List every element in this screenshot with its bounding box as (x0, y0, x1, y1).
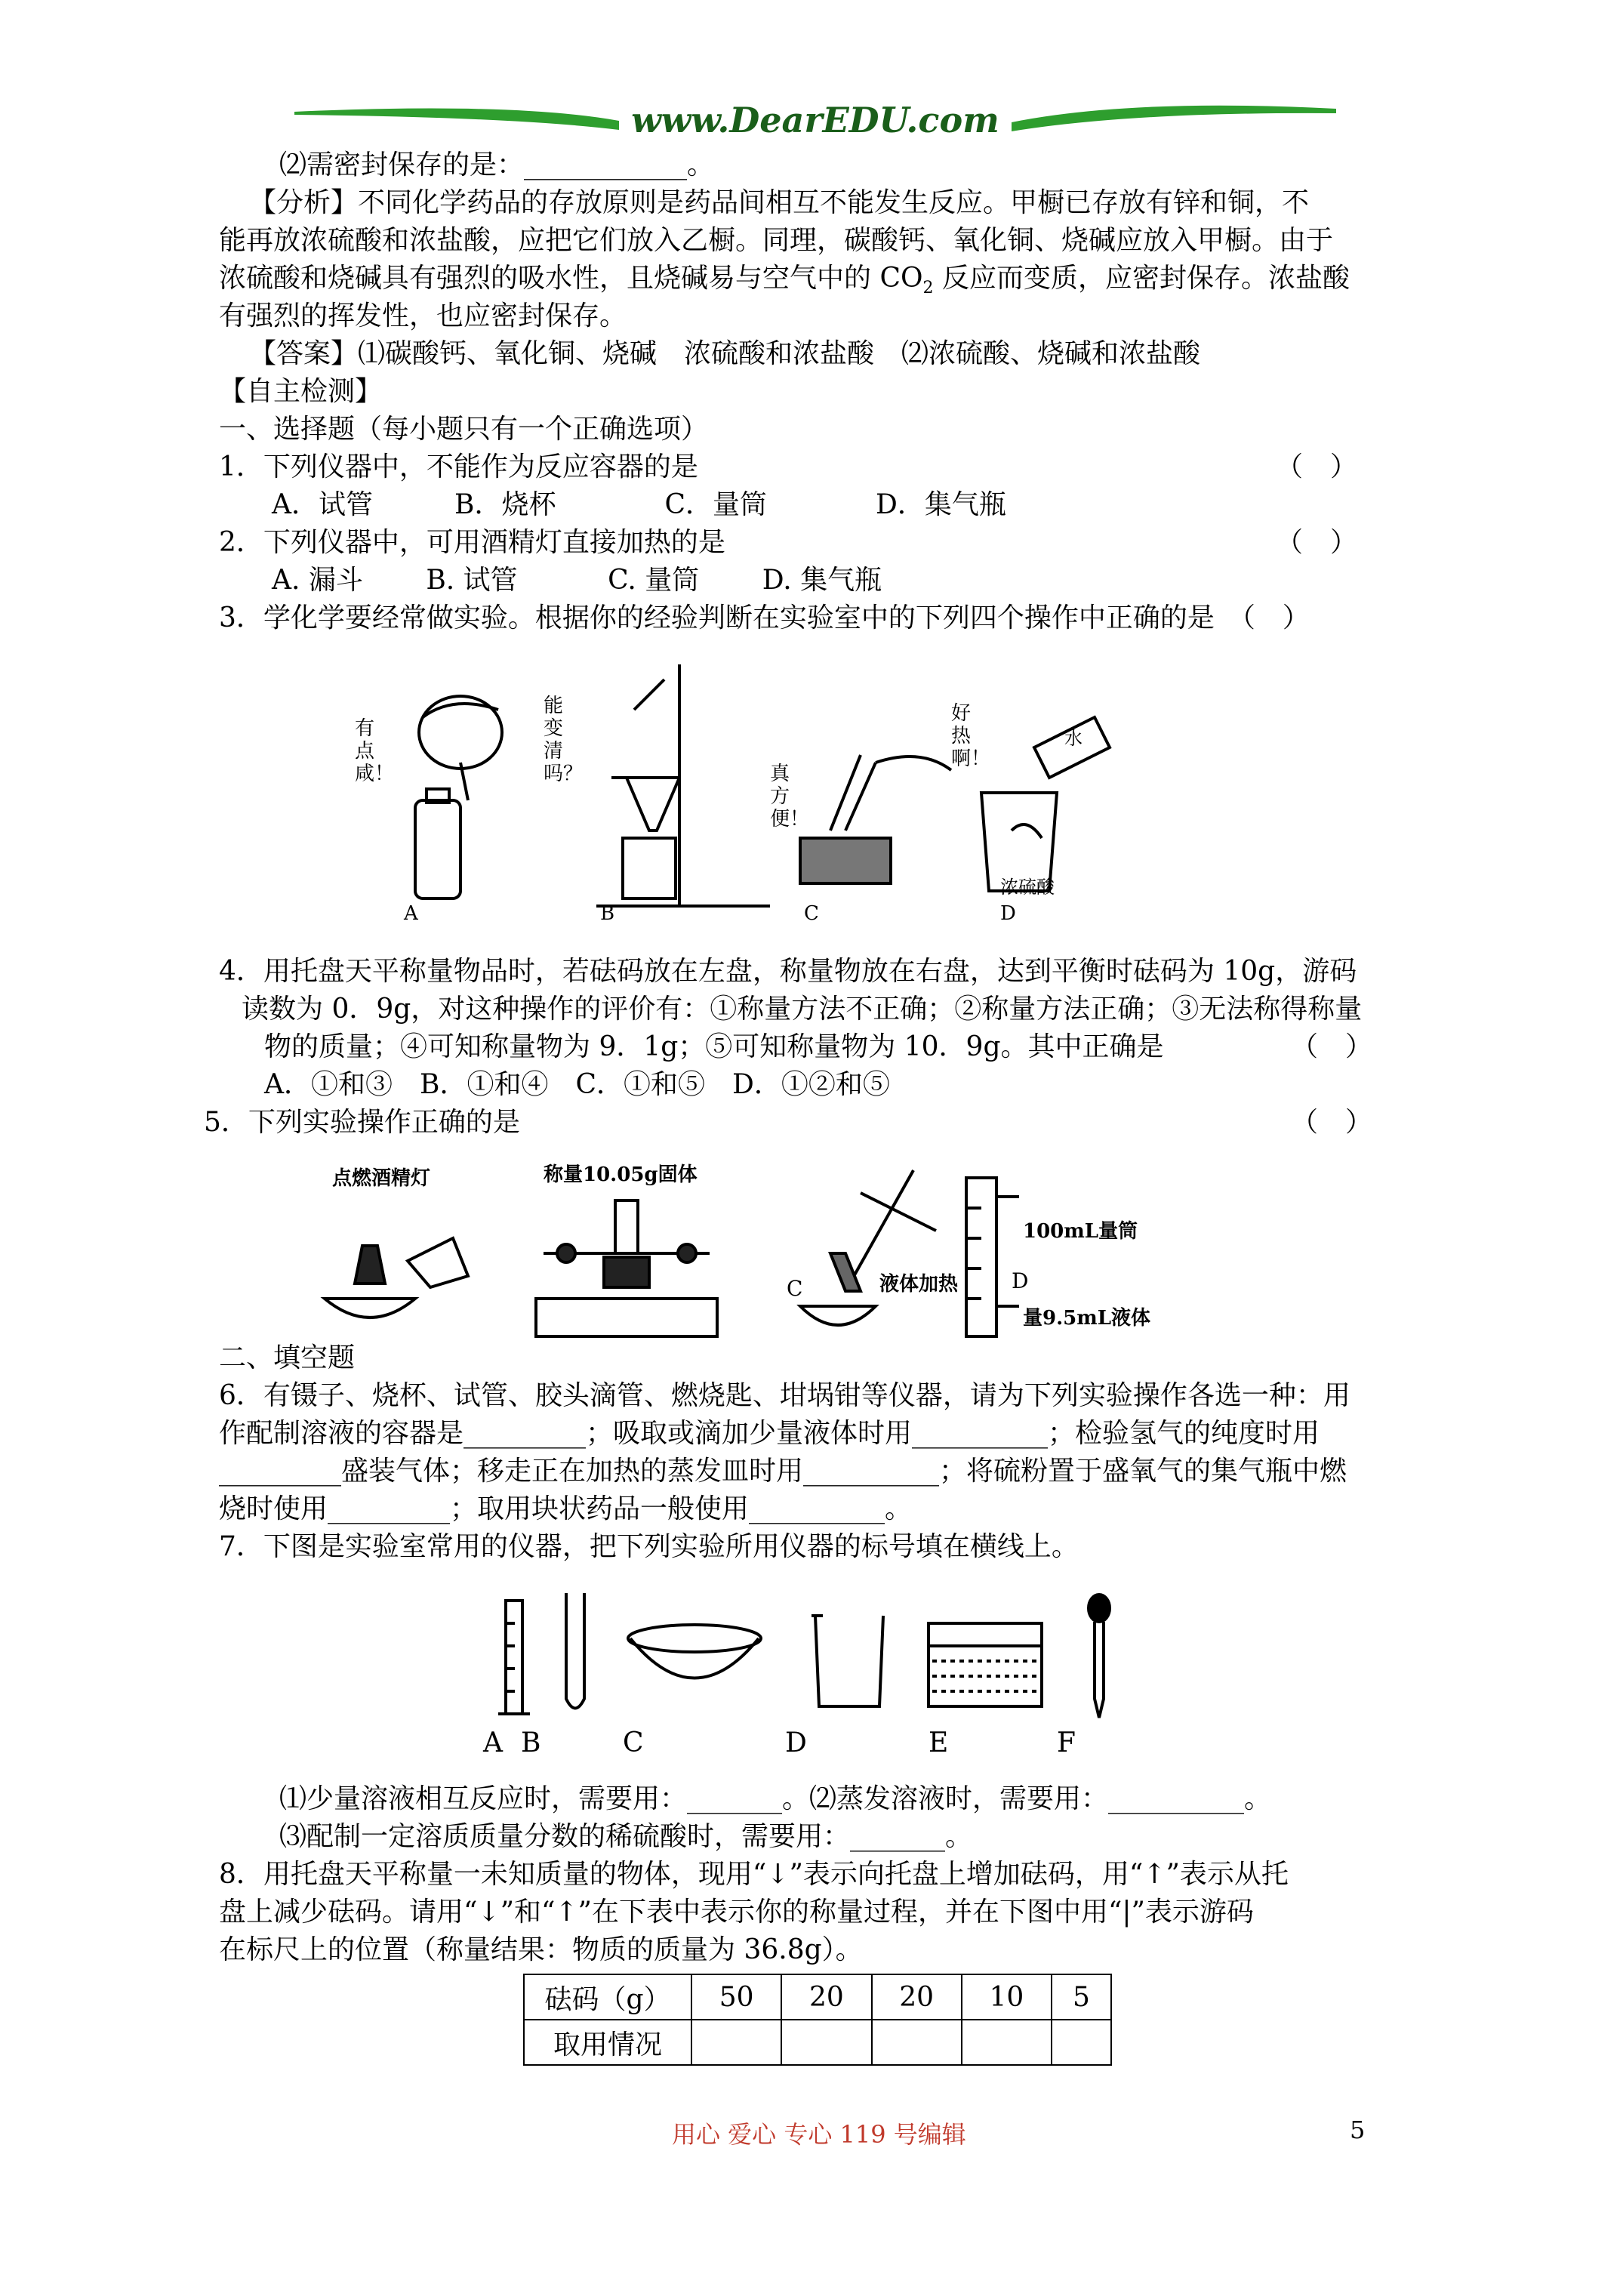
q7-illustration (468, 1586, 1147, 1721)
q5-d-bottom-caption: 量9.5mL液体 (1023, 1307, 1151, 1330)
q7-label-d: D (785, 1727, 807, 1758)
question-4-options: A．①和③ B．①和④ C．①和⑤ D．①②和⑤ (264, 1069, 890, 1100)
question-1-paren: （ ） (1276, 451, 1358, 482)
question-2-options: A. 漏斗 B. 试管 C. 量筒 D. 集气瓶 (272, 565, 882, 596)
answer-line: 【答案】⑴碳酸钙、氧化铜、烧碱 浓硫酸和浓盐酸 ⑵浓硫酸、烧碱和浓盐酸 (249, 338, 1201, 369)
weight-cell: 20 (781, 1974, 871, 2020)
evaporating-dish-icon (628, 1625, 761, 1678)
q3-c-caption: 真方便！ (770, 763, 810, 831)
q7-label-b: B (521, 1727, 541, 1758)
question-7-part-2: ⑶配制一定溶质质量分数的稀硫酸时，需要用：_______。 (279, 1821, 973, 1852)
question-8-line-3: 在标尺上的位置（称量结果：物质的质量为 36.8g）。 (219, 1934, 863, 1965)
q5-a-caption: 点燃酒精灯 (332, 1167, 431, 1190)
question-6-line-2: 作配制溶液的容器是_________；吸取或滴加少量液体时用__________；检验氢气的纯度时用 (219, 1418, 1320, 1449)
question-4-line-3: 物的质量；④可知称量物为 9．1g；⑤可知称量物为 10．9g。其中正确是 (264, 1031, 1164, 1062)
q3-d-caption: 好热啊！ (951, 702, 991, 770)
question-5-paren: （ ） (1291, 1107, 1373, 1138)
question-6-line-4: 烧时使用_________；取用块状药品一般使用__________。 (219, 1493, 913, 1524)
q3-label-c: C (804, 902, 819, 925)
analysis-line-1: 【分析】不同化学药品的存放原则是药品间相互不能发生反应。甲橱已存放有锌和铜，不 (249, 187, 1310, 218)
test-tube-icon (566, 1593, 584, 1709)
q3-c-powder-icon (800, 755, 951, 883)
q3-label-a: A (404, 902, 418, 925)
analysis-line-2: 能再放浓硫酸和浓盐酸，应把它们放入乙橱。同理，碳酸钙、氧化铜、烧碱应放入甲橱。由于 (219, 225, 1334, 256)
question-7: 7．下图是实验室常用的仪器，把下列实验所用仪器的标号填在横线上。 (219, 1531, 1079, 1562)
q5-c-caption: 液体加热 (879, 1273, 959, 1296)
basin-icon (929, 1623, 1042, 1706)
weights-header-label: 砝码（g） (524, 1974, 691, 2020)
q7-label-c: C (623, 1727, 644, 1758)
question-1: 1．下列仪器中，不能作为反应容器的是 (219, 451, 698, 482)
question-4-paren: （ ） (1291, 1031, 1373, 1062)
beaker-icon (812, 1616, 883, 1706)
q3-a-smell-icon (415, 696, 502, 898)
question-3: 3．学化学要经常做实验。根据你的经验判断在实验室中的下列四个操作中正确的是 （ ） (219, 603, 1310, 633)
q7-figure (468, 1586, 1147, 1774)
q7-label-a: A (483, 1727, 503, 1758)
question-8-line-1: 8．用托盘天平称量一未知质量的物体，现用“↓”表示向托盘上增加砝码，用“↑”表示从托 (219, 1859, 1289, 1890)
line-sealed-storage: ⑵需密封保存的是：____________。 (279, 149, 715, 180)
dropper-icon (1089, 1595, 1110, 1718)
analysis-line-4: 有强烈的挥发性，也应密封保存。 (219, 300, 627, 331)
logo-text: www.DearEDU.com (631, 100, 999, 140)
weight-cell: 5 (1052, 1974, 1111, 2020)
q5-figure (317, 1148, 1268, 1351)
q5-d-letter: D (1012, 1268, 1029, 1293)
usage-cell[interactable] (691, 2020, 781, 2065)
question-2-paren: （ ） (1276, 527, 1358, 558)
footer-text: 用心 爱心 专心 119 号编辑 (672, 2120, 966, 2149)
q5-a-lamp-icon (325, 1238, 468, 1318)
analysis-line-3: 浓硫酸和烧碱具有强烈的吸水性，且烧碱易与空气中的 $CO_2$ 反应而变质，应密封保存。浓盐酸 (219, 263, 1350, 298)
q3-b-caption: 能变清吗？ (544, 695, 584, 785)
header-logo (287, 98, 1344, 151)
weights-header-row (524, 1974, 1111, 2020)
question-8-line-2: 盘上减少砝码。请用“↓”和“↑”在下表中表示你的称量过程，并在下图中用“|”表示游码 (219, 1897, 1254, 1928)
usage-cell[interactable] (1052, 2020, 1111, 2065)
q5-d-cylinder-icon (966, 1178, 1019, 1336)
q3-b-filter-icon (596, 664, 770, 906)
q3-label-b: B (600, 902, 615, 925)
q3-d-beaker-label: 浓硫酸 (1000, 877, 1055, 898)
q3-figure (347, 649, 1178, 936)
section-self-test: 【自主检测】 (219, 376, 383, 407)
weights-table (523, 1974, 1112, 2066)
q3-a-caption: 有点咸！ (355, 717, 395, 785)
q3-d-jar-label: 水 (1064, 728, 1083, 749)
weight-cell: 50 (691, 1974, 781, 2020)
question-6-line-3: _________盛装气体；移走正在加热的蒸发皿时用__________；将硫粉置于盛氧气的集气瓶中燃 (219, 1456, 1347, 1487)
q7-label-e: E (929, 1727, 949, 1758)
usage-cell[interactable] (781, 2020, 871, 2065)
usage-cell[interactable] (872, 2020, 962, 2065)
usage-cell[interactable] (962, 2020, 1052, 2065)
q5-c-heating-icon (800, 1170, 936, 1325)
q5-b-caption: 称量10.05g固体 (544, 1163, 698, 1186)
q5-c-letter: C (787, 1276, 803, 1301)
page-number: 5 (1350, 2116, 1366, 2144)
section-fill-blank: 二、填空题 (219, 1342, 356, 1373)
weight-cell: 10 (962, 1974, 1052, 2020)
usage-row (524, 2020, 1111, 2065)
question-5: 5．下列实验操作正确的是 (204, 1107, 520, 1138)
q3-label-d: D (1000, 902, 1016, 925)
graduated-cylinder-icon (498, 1601, 530, 1714)
question-1-options: A．试管 B．烧杯 C．量筒 D．集气瓶 (272, 489, 1006, 520)
question-4-line-1: 4．用托盘天平称量物品时，若砝码放在左盘，称量物放在右盘，达到平衡时砝码为 10g，游码 (219, 956, 1357, 987)
q5-d-top-caption: 100mL量筒 (1023, 1220, 1138, 1243)
question-6-line-1: 6．有镊子、烧杯、试管、胶头滴管、燃烧匙、坩埚钳等仪器，请为下列实验操作各选一种：用 (219, 1380, 1350, 1411)
question-2: 2．下列仪器中，可用酒精灯直接加热的是 (219, 527, 725, 558)
question-7-part-1: ⑴少量溶液相互反应时，需要用：_______。⑵蒸发溶液时，需要用：__________。 (279, 1783, 1272, 1814)
q7-label-f: F (1057, 1727, 1076, 1758)
q5-b-balance-icon (536, 1200, 717, 1336)
section-choice: 一、选择题（每小题只有一个正确选项） (219, 414, 709, 445)
usage-row-label: 取用情况 (524, 2020, 691, 2065)
weight-cell: 20 (872, 1974, 962, 2020)
q3-d-pour-icon (981, 717, 1110, 891)
question-4-line-2: 读数为 0．9g，对这种操作的评价有：①称量方法不正确；②称量方法正确；③无法称得称量 (242, 994, 1363, 1025)
